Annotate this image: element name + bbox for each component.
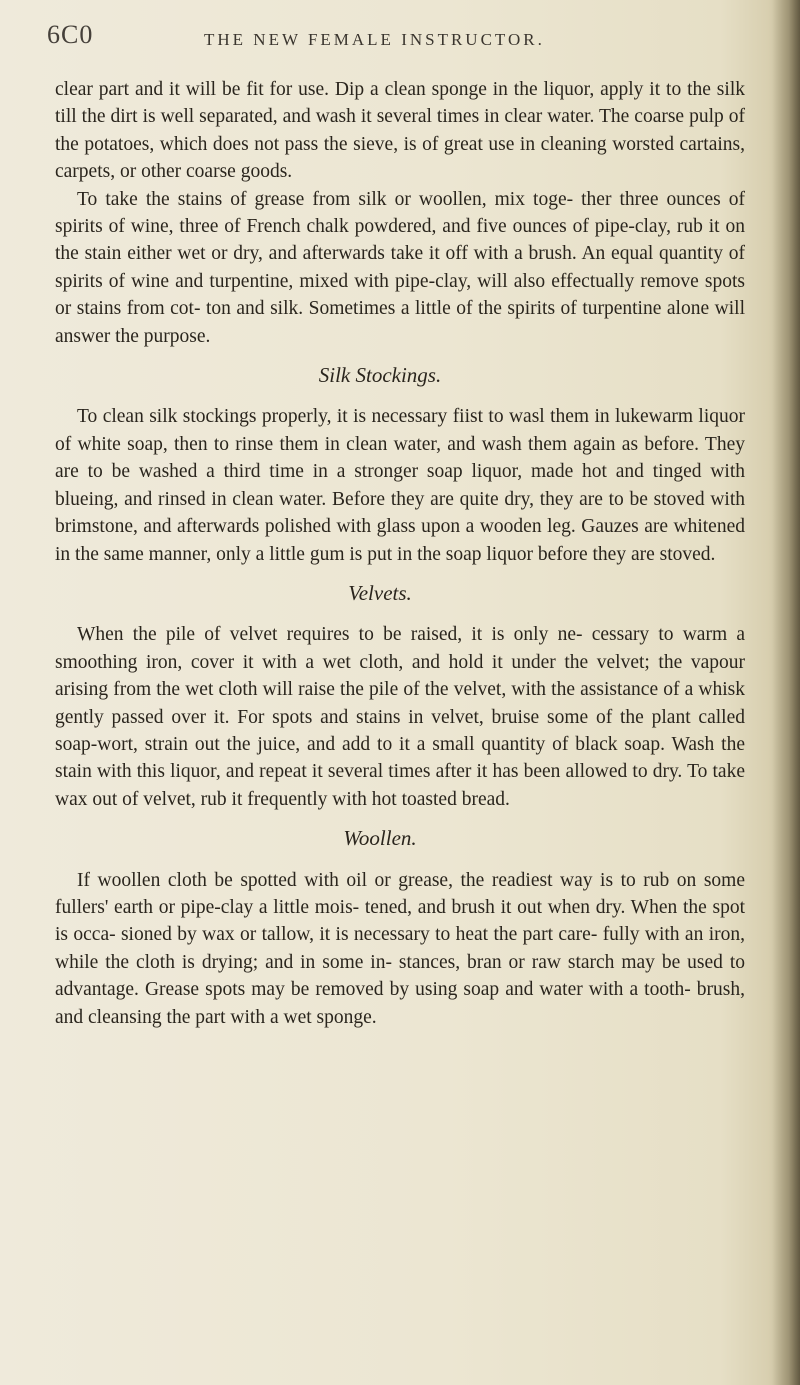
section-text-silk-stockings: To clean silk stockings properly, it is necessary fiist to wasl them in lukewarm liquor of white soap, then to rinse them in clean water, and wash them again as before. They are to be washed a third time in a stronger soap liquor, made hot and tinged with blueing, and rinsed in clean water. Before they are quite dry, they are to be stoved with brimstone, and afterwards polished with glass upon a wooden leg. Gauzes are whitened in the same manner, only a little gum is put in the soap liquor before they are stoved. xyxy=(55,406,745,565)
running-head: THE NEW FEMALE INSTRUCTOR. xyxy=(204,30,545,49)
grease-paragraph: To take the stains of grease from silk or woollen, mix toge- ther three ounces of spirits of wine, three of French chalk powdered, and five ounces of pipe-clay, rub it on the stain either wet or dry, and afterwards take it off with a brush. An equal quantity of spirits of wine and turpentine, mixed with pipe-clay, will also effectually remove spots or stains from cot- ton and silk. Sometimes a little of the spirits of turpentine alone will answer the purpose. xyxy=(55,188,745,347)
section-heading-woollen: Woollen. xyxy=(343,826,417,851)
section-heading-silk-stockings: Silk Stockings. xyxy=(318,363,442,388)
section-text-velvets: When the pile of velvet requires to be raised, it is only ne- cessary to warm a smoothing iron, cover it with a wet cloth, and hold it under the velvet; the vapour arising from the wet cloth will raise the pile of the velvet, with the assistance of a whisk gently passed over it. For spots and stains in velvet, bruise some of the plant called soap-wort, strain out the juice, and add to it a small quantity of black soap. Wash the stain with this liquor, and repeat it several times after it has been allowed to dry. To take wax out of velvet, rub it frequently with hot toasted bread. xyxy=(55,624,745,810)
page-number: 6C0 xyxy=(47,20,94,49)
page-edge-shadow xyxy=(772,0,800,1385)
section-heading-velvets: Velvets. xyxy=(348,580,412,605)
opening-paragraph: clear part and it will be fit for use. Dip a clean sponge in the liquor, apply it to the silk till the dirt is well separated, and wash it several times in clear water. The coarse pulp of the potatoes, which does not pass the sieve, is of great use in cleaning worsted cartains, carpets, or other coarse goods. xyxy=(55,79,745,183)
body-text xyxy=(55,76,745,1031)
section-text-woollen: If woollen cloth be spotted with oil or grease, the readiest way is to rub on some fullers' earth or pipe-clay a little mois- tened, and brush it out when dry. When the spot is occa- sioned by wax or tallow, it is necessary to heat the part care- fully with an iron, while the cloth is drying; and in some in- stances, bran or raw starch may be used to advantage. Grease spots may be removed by using soap and water with a tooth- brush, and cleansing the part with a wet sponge. xyxy=(55,869,745,1028)
